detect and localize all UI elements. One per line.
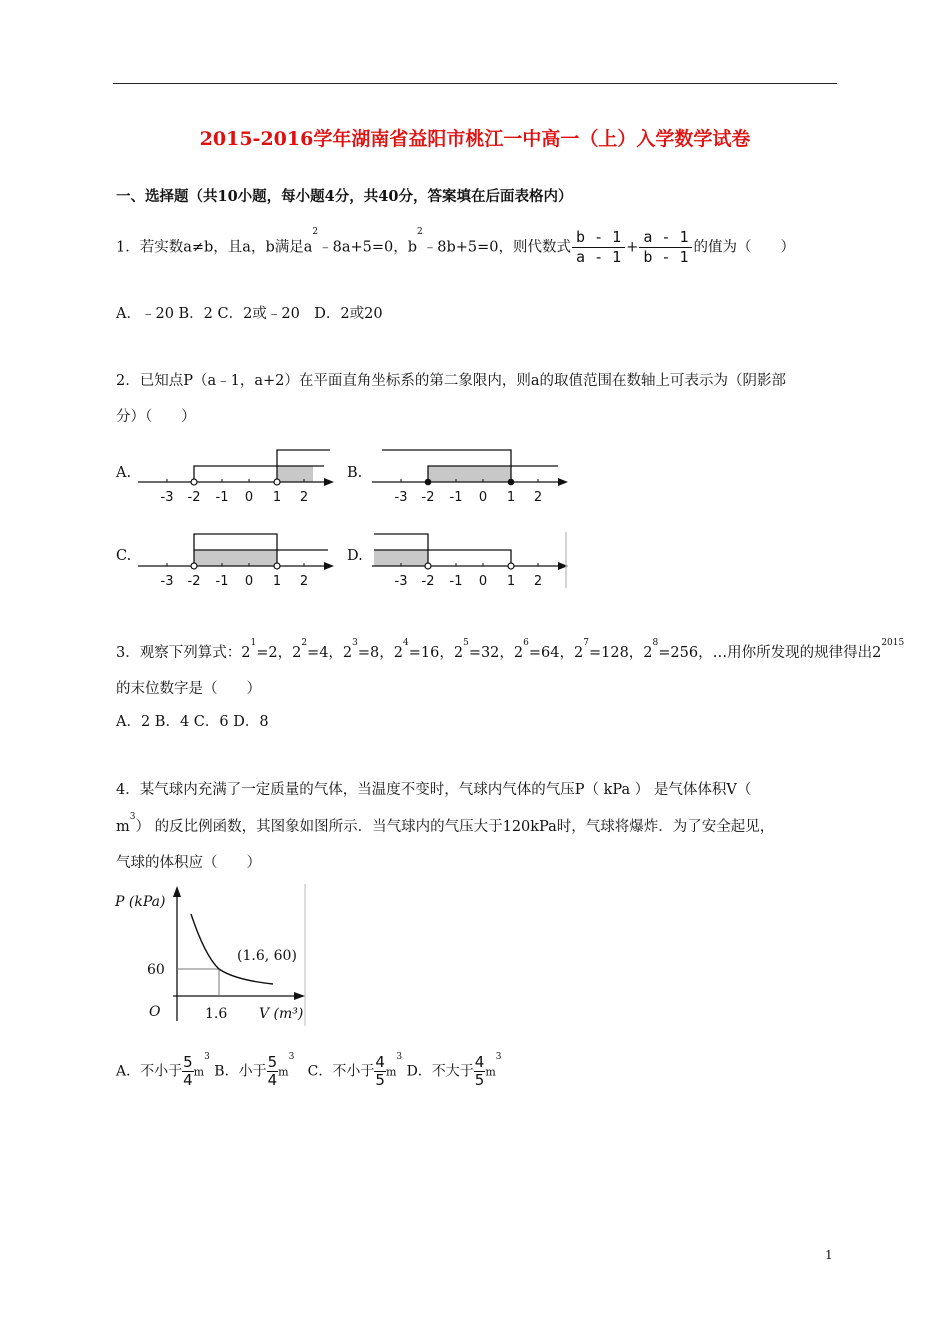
tick-label: 0	[244, 574, 254, 589]
option-d-label: D.	[347, 548, 363, 564]
tick-label: -3	[394, 574, 408, 589]
x-axis-label: V (m³)	[259, 1006, 304, 1022]
tick-label: -2	[421, 574, 435, 589]
question-2-line1: 2．已知点P（a﹣1，a+2）在平面直角坐标系的第二象限内，则a的取值范围在数轴上可表示为（阴影部	[116, 373, 787, 389]
tick-label: -1	[215, 490, 229, 505]
origin-label: O	[149, 1004, 161, 1020]
tick-label: -3	[160, 574, 174, 589]
question-4-options: A．不小于 $\frac{5}{4}$ $m^3$ B．小于 $\frac{5}{4}$ $m^3$ C．不小于 $\frac{4}{5}$ $m^3$ D．不大于 $\frac{4}{5}$ $m^3$	[116, 1052, 502, 1089]
section-heading: 一、选择题（共10小题，每小题4分，共40分，答案填在后面表格内）	[116, 188, 573, 205]
tick-label: 2	[533, 574, 543, 589]
fraction-4-5: $\frac{4}{5}$	[375, 1053, 385, 1089]
tick-label: 1	[272, 490, 282, 505]
question-3-line1: 3．观察下列算式：$2^1=2$，$2^2=4$，$2^3=8$，$2^4=16$，$2^5=32$，$2^6=64$，$2^7=128$，$2^8=256$，…用你所发现的规律得出$2^{2015}$	[116, 638, 905, 661]
question-4-line3: 气球的体积应（ ）	[116, 855, 261, 871]
question-3-options: A．2 B．4 C．6 D．8	[116, 714, 269, 730]
tick-label: -1	[215, 574, 229, 589]
y-tick-label: 60	[147, 962, 165, 978]
tick-label: 1	[506, 490, 516, 505]
question-4-line2: $m^3$） 的反比例函数，其图象如图所示．当气球内的气压大于120kPa时，气球将爆炸．为了安全起见，	[116, 812, 775, 835]
tick-label: 0	[478, 490, 488, 505]
point-label: (1.6, 60)	[237, 948, 297, 964]
fraction-a1-b1: $\frac{a - 1}{b - 1}$	[639, 230, 692, 265]
question-4-line1: 4．某气球内充满了一定质量的气体，当温度不变时，气球内气体的气压P（ kPa ） 是气体体积V（	[116, 782, 752, 798]
number-line-c	[138, 532, 334, 590]
tick-label: 2	[299, 574, 309, 589]
tick-label: 2	[299, 490, 309, 505]
y-axis-label: P (kPa)	[115, 894, 166, 910]
option-b-label: B.	[347, 465, 363, 481]
number-line-a	[138, 448, 334, 506]
tick-label: -2	[187, 490, 201, 505]
question-1: 1．若实数a≠b，且a，b满足$a^2﹣8a+5=0$，$b^2﹣8b+5=0$，则代数式 $\frac{b - 1}{a - 1}$ + $\frac{a - 1}{b - 1}$ 的值为（ ）	[116, 227, 795, 266]
tick-label: -2	[187, 574, 201, 589]
page-title: 2015-2016学年湖南省益阳市桃江一中高一（上）入学数学试卷	[199, 128, 751, 150]
tick-label: -3	[394, 490, 408, 505]
question-2-line2: 分）（ ）	[116, 409, 196, 425]
x-tick-label: 1.6	[205, 1006, 228, 1022]
tick-label: 2	[533, 490, 543, 505]
tick-label: 0	[244, 490, 254, 505]
tick-label: 1	[272, 574, 282, 589]
pressure-volume-graph	[113, 884, 307, 1026]
question-1-options: A．﹣20 B．2 C．2或﹣20 D．2或20	[116, 306, 383, 322]
tick-label: -1	[449, 574, 463, 589]
option-c-label: C.	[116, 548, 132, 564]
tick-label: -1	[449, 490, 463, 505]
fraction-5-4: $\frac{5}{4}$	[267, 1053, 278, 1089]
fraction-4-5: $\frac{4}{5}$	[474, 1053, 485, 1089]
number-line-d	[372, 532, 568, 590]
header-rule	[113, 83, 837, 84]
page-number: 1	[825, 1248, 833, 1262]
fraction-5-4: $\frac{5}{4}$	[183, 1053, 193, 1089]
tick-label: -3	[160, 490, 174, 505]
tick-label: -2	[421, 490, 435, 505]
question-3-line2: 的末位数字是（ ）	[116, 681, 261, 697]
fraction-b1-a1: $\frac{b - 1}{a - 1}$	[572, 230, 625, 265]
tick-label: 0	[478, 574, 488, 589]
option-a-label: A.	[116, 465, 132, 481]
number-line-b	[372, 448, 568, 506]
tick-label: 1	[506, 574, 516, 589]
